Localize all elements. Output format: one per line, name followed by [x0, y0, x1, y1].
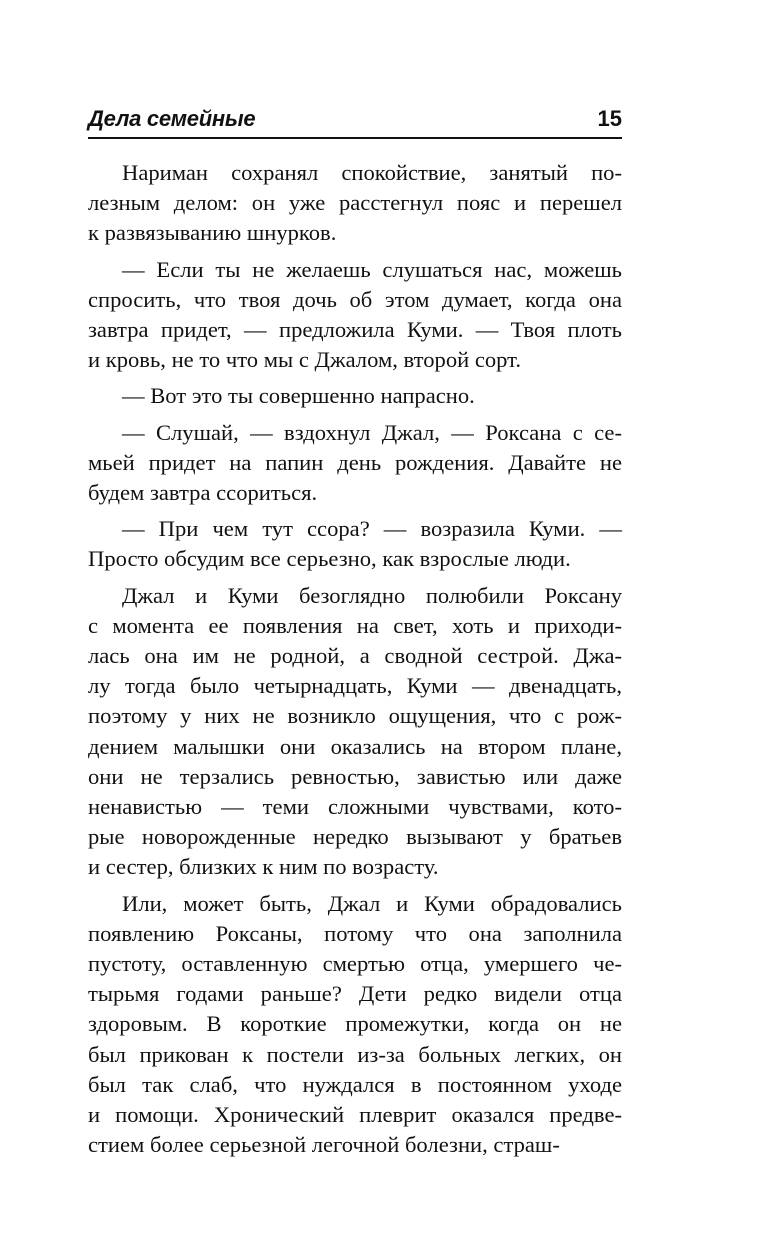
- paragraph: [88, 255, 622, 376]
- paragraph: [88, 581, 622, 883]
- paragraph: [88, 381, 622, 411]
- text-line: — Если ты не желаешь слушаться нас, можешь: [122, 256, 622, 282]
- text-line: был прикован к постели из-за больных легких, он: [88, 1041, 622, 1067]
- text-line: поэтому у них не возникло ощущения, что с рож-: [88, 703, 622, 729]
- text-line: и кровь, не то что мы с Джалом, второй сорт.: [88, 347, 521, 373]
- text-line: мьей придет на папин день рождения. Давайте не: [88, 449, 622, 475]
- text-line: тырьмя годами раньше? Дети редко видели отца: [88, 981, 622, 1007]
- text-line: стием более серьезной легочной болезни, страш-: [88, 1132, 560, 1158]
- page-number: 15: [597, 106, 622, 131]
- text-line: они не терзались ревностью, завистью или даже: [88, 763, 622, 789]
- text-line: — При чем тут ссора? — возразила Куми. —: [122, 516, 622, 542]
- text-line: ненавистью — теми сложными чувствами, кото-: [88, 794, 622, 820]
- text-line: Джал и Куми безоглядно полюбили Роксану: [122, 582, 622, 608]
- running-title: Дела семейные: [88, 106, 256, 131]
- text-line: пустоту, оставленную смертью отца, умершего че-: [88, 951, 622, 977]
- text-line: появлению Роксаны, потому что она заполнила: [88, 920, 622, 946]
- paragraph: [88, 158, 622, 249]
- paragraph: [88, 889, 622, 1161]
- text-line: Нариман сохранял спокойствие, занятый по-: [122, 160, 622, 185]
- text-line: и помощи. Хронический плеврит оказался предве-: [88, 1102, 622, 1128]
- text-line: будем завтра ссориться.: [88, 480, 318, 506]
- text-line: был так слаб, что нуждался в постоянном уходе: [88, 1071, 622, 1097]
- text-line: — Вот это ты совершенно напрасно.: [122, 383, 475, 409]
- page-header: [88, 102, 622, 136]
- text-line: к развязыванию шнурков.: [88, 220, 337, 246]
- text-line: лезным делом: он уже расстегнул пояс и перешел: [88, 190, 622, 216]
- header-rule: [88, 137, 622, 139]
- text-line: завтра придет, — предложила Куми. — Твоя плоть: [88, 317, 622, 343]
- text-line: Или, может быть, Джал и Куми обрадовались: [122, 890, 622, 916]
- text-line: лу тогда было четырнадцать, Куми — двенадцать,: [88, 673, 622, 699]
- paragraph: [88, 514, 622, 574]
- text-line: с момента ее появления на свет, хоть и приходи-: [88, 612, 622, 638]
- text-line: — Слушай, — вздохнул Джал, — Роксана с се-: [122, 419, 622, 445]
- text-line: спросить, что твоя дочь об этом думает, когда она: [88, 286, 622, 312]
- body-text: [88, 158, 622, 1161]
- paragraph: [88, 418, 622, 509]
- text-line: здоровым. В короткие промежутки, когда он не: [88, 1011, 622, 1037]
- text-line: рые новорожденные нередко вызывают у братьев: [88, 824, 622, 850]
- text-line: Просто обсудим все серьезно, как взрослые люди.: [88, 546, 571, 572]
- text-line: и сестер, близких к ним по возрасту.: [88, 854, 439, 880]
- text-line: дением малышки они оказались на втором плане,: [88, 733, 622, 759]
- text-line: лась она им не родной, а сводной сестрой. Джа-: [88, 643, 622, 669]
